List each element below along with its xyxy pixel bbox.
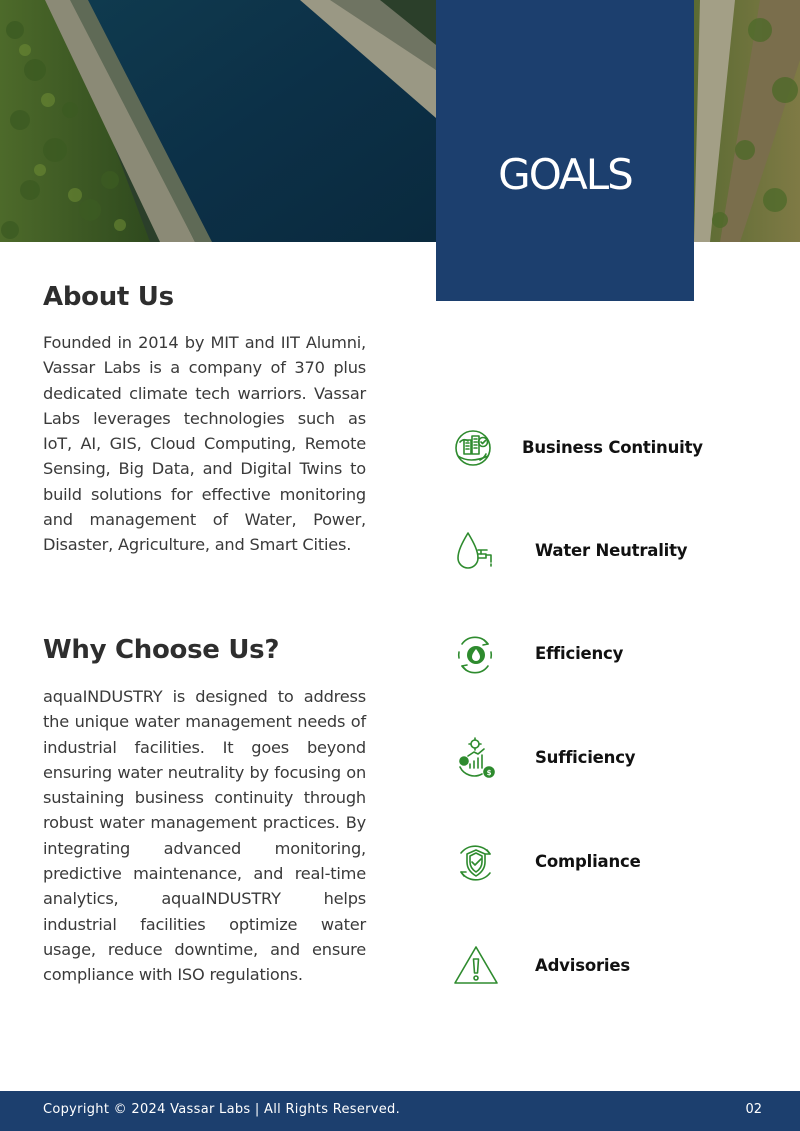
goal-label-advisories: Advisories [535,956,630,975]
goal-item-water-neutrality [450,527,780,577]
page-number: 02 [745,1102,762,1117]
warning-icon [450,942,500,992]
goal-label-compliance: Compliance [535,852,641,871]
gear-chart-icon [450,734,500,784]
goal-label-business-continuity: Business Continuity [522,438,703,457]
goal-item-compliance [450,838,780,888]
shield-check-icon [450,838,500,888]
goal-item-sufficiency [450,734,780,784]
why-heading: Why Choose Us? [43,635,280,665]
why-paragraph: aquaINDUSTRY is designed to address the unique water management needs of industrial facilities. It goes beyond ensuring water neutrality by focusing on sustaining business continuity through robust water management practices. By integrating advanced monitoring, predictive maintenance, and real-time analytics, aquaINDUSTRY helps industrial facilities optimize water usage, reduce downtime, and ensure compliance with ISO regulations. [43,687,366,985]
goal-item-advisories [450,942,780,992]
footer [0,1091,800,1131]
goal-label-efficiency: Efficiency [535,644,624,663]
recycle-drop-icon [450,630,500,680]
about-paragraph: Founded in 2014 by MIT and IIT Alumni, Vassar Labs is a company of 370 plus dedicated climate tech warriors. Vassar Labs leverages technologies such as IoT, AI, GIS, Cloud Computing, Remote Sensing, Big Data, and Digital Twins to build solutions for effective monitoring and management of Water, Power, Disaster, Agriculture, and Smart Cities. [43,333,366,555]
goals-title: GOALS [498,150,632,199]
svg-text:$: $ [486,769,492,777]
water-tap-icon [450,527,500,577]
goals-banner [436,0,694,301]
footer-copyright: Copyright © 2024 Vassar Labs | All Rights Reserved. [43,1102,401,1117]
about-heading: About Us [43,282,174,312]
goal-item-business-continuity [450,424,780,474]
business-continuity-icon [450,424,500,474]
goal-label-sufficiency: Sufficiency [535,748,636,767]
goal-label-water-neutrality: Water Neutrality [535,541,688,560]
goal-item-efficiency [450,630,780,680]
